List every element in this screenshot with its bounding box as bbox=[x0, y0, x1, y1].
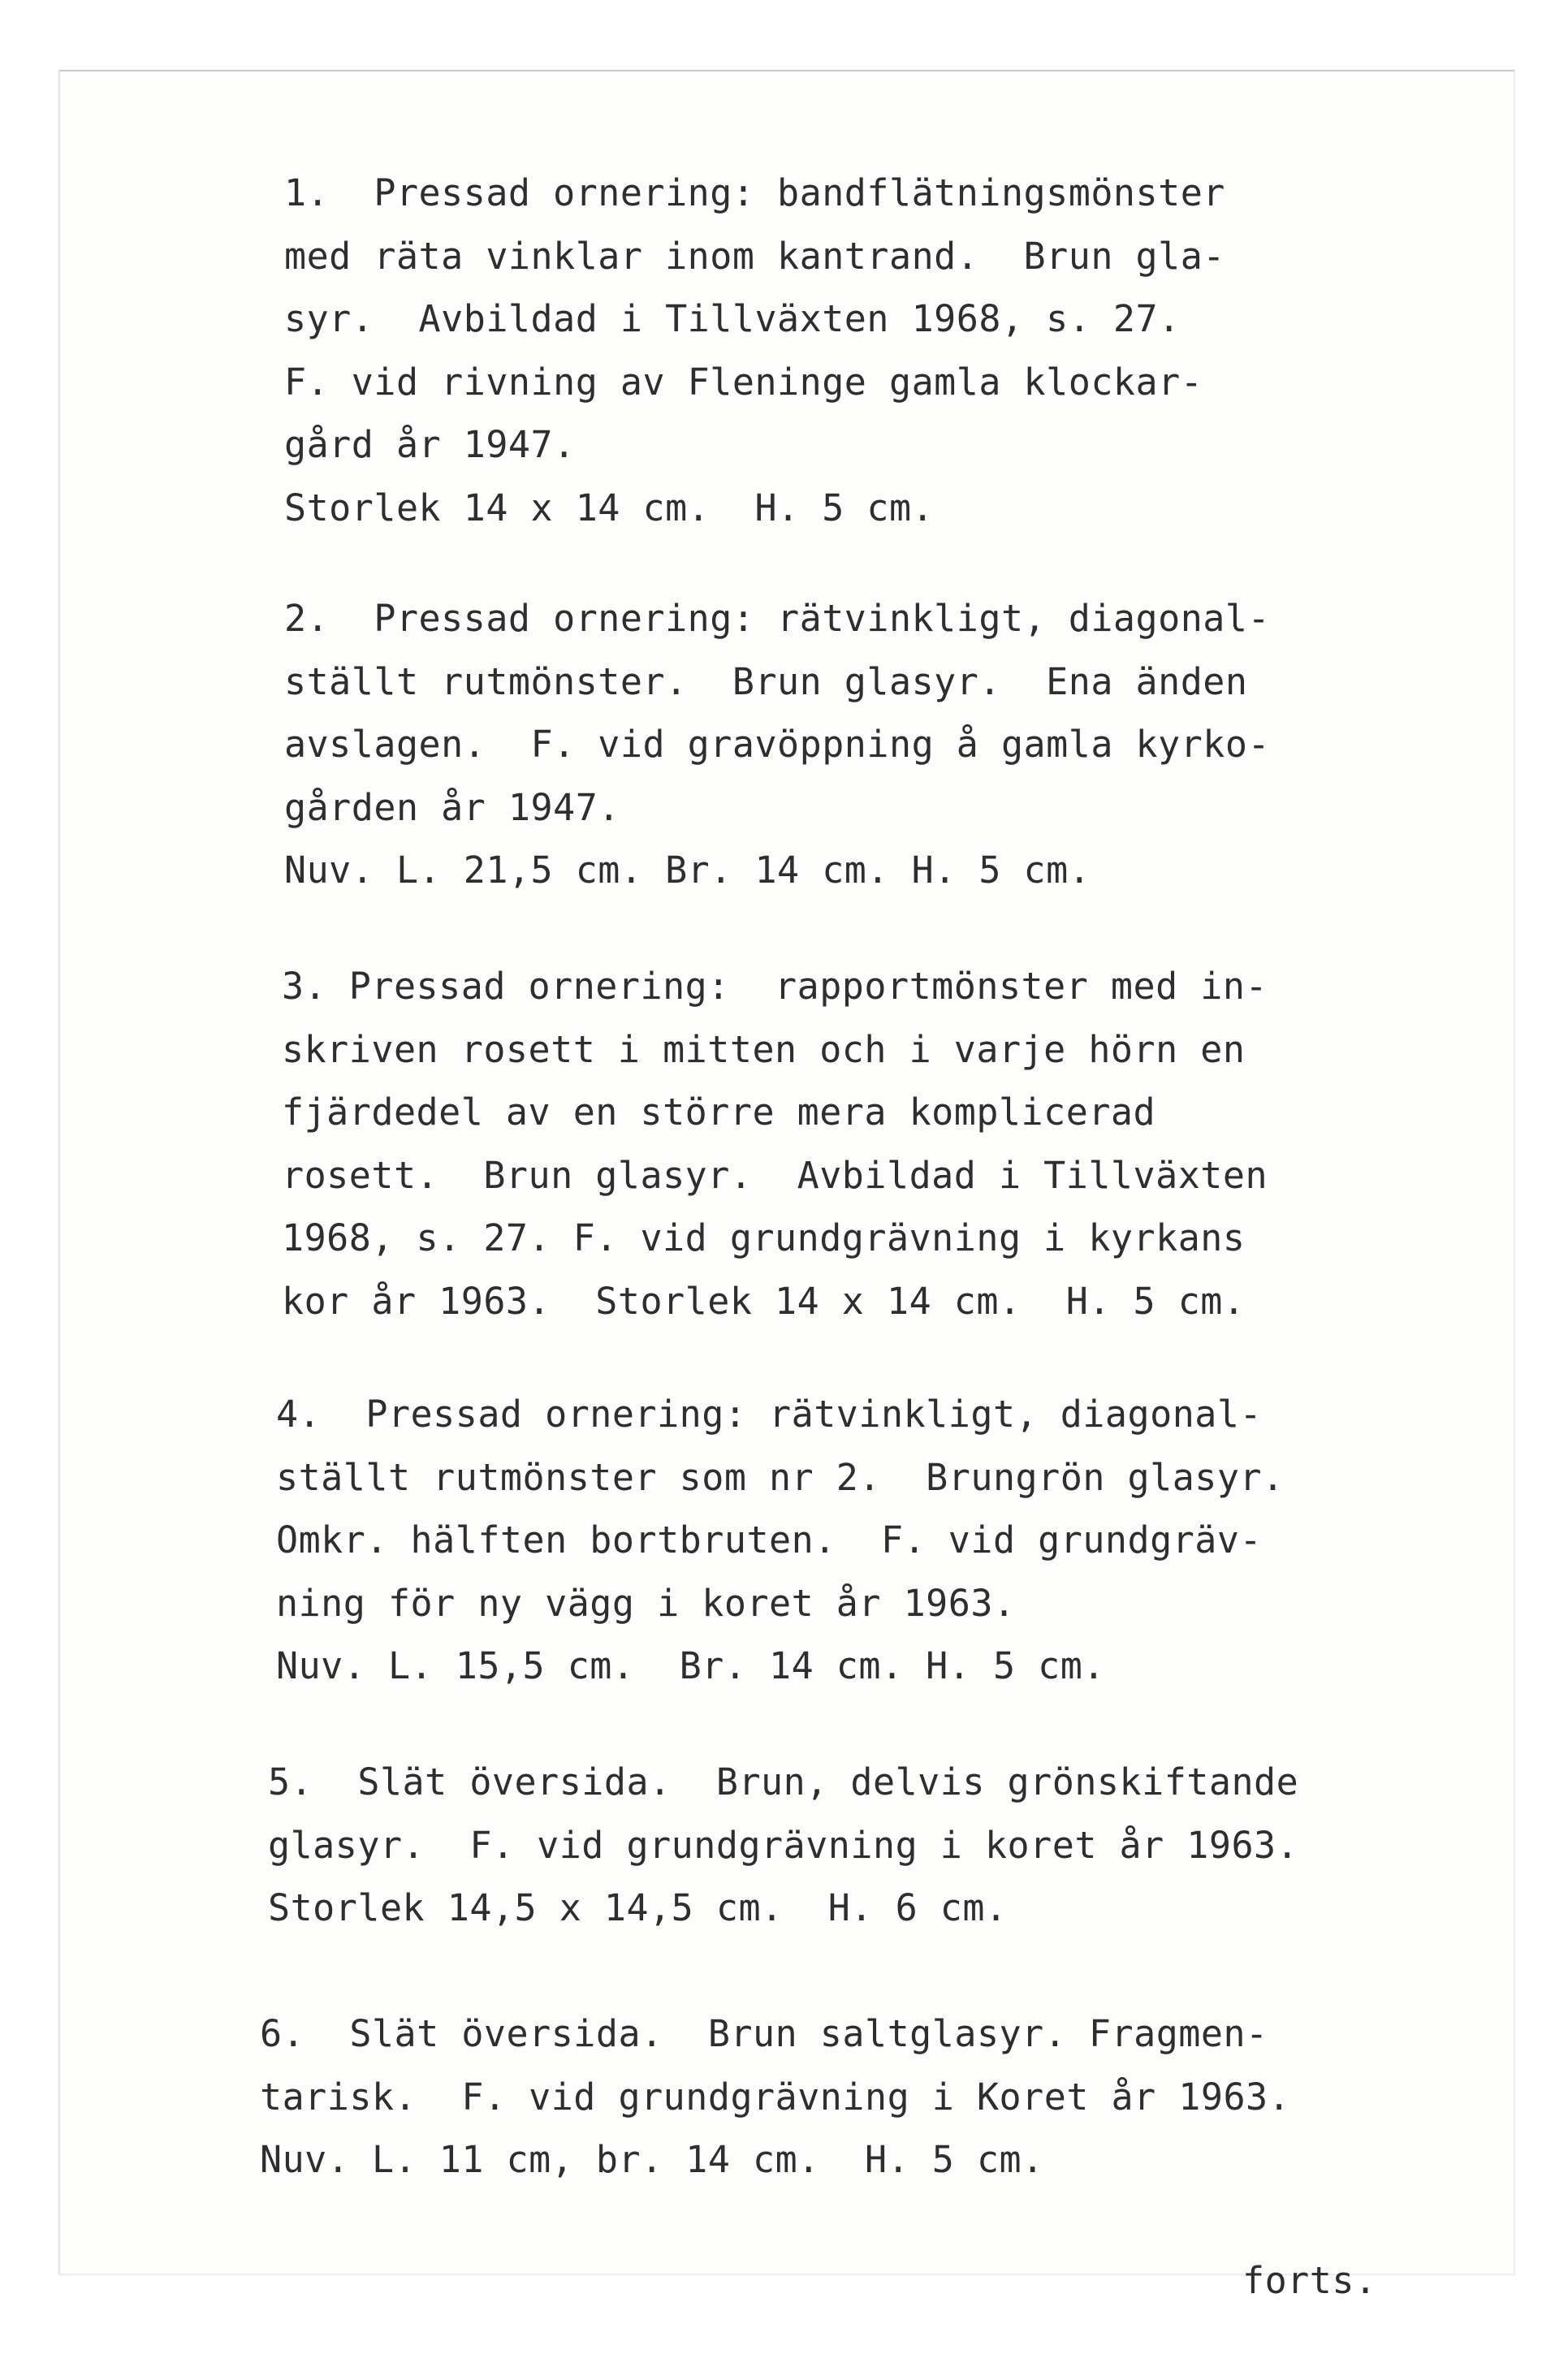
entry-line: Nuv. L. 11 cm, br. 14 cm. H. 5 cm. bbox=[260, 2138, 1044, 2181]
entry-line: Storlek 14,5 x 14,5 cm. H. 6 cm. bbox=[268, 1886, 1008, 1929]
entry-line: F. vid rivning av Fleninge gamla klockar- bbox=[284, 360, 1203, 404]
entry-line: Nuv. L. 21,5 cm. Br. 14 cm. H. 5 cm. bbox=[284, 849, 1091, 892]
entry-line: gården år 1947. bbox=[284, 785, 620, 829]
catalog-entry-1 bbox=[284, 162, 1225, 539]
entry-line: kor år 1963. Storlek 14 x 14 cm. H. 5 cm. bbox=[282, 1279, 1246, 1323]
entry-line: Omkr. hälften bortbruten. F. vid grundgräv- bbox=[276, 1518, 1263, 1561]
entry-line: Nuv. L. 15,5 cm. Br. 14 cm. H. 5 cm. bbox=[276, 1644, 1105, 1687]
entry-line: ställt rutmönster som nr 2. Brungrön glasyr. bbox=[276, 1455, 1285, 1499]
entry-line: gård år 1947. bbox=[284, 423, 576, 466]
entry-line: 6. Slät översida. Brun saltglasyr. Fragmen- bbox=[260, 2012, 1268, 2055]
catalog-entry-6 bbox=[260, 2002, 1290, 2192]
entry-line: avslagen. F. vid gravöppning å gamla kyrko- bbox=[284, 723, 1271, 766]
entry-line: ställt rutmönster. Brun glasyr. Ena änden bbox=[284, 659, 1248, 703]
catalog-entry-2 bbox=[284, 587, 1270, 902]
entry-line: glasyr. F. vid grundgrävning i koret år 1963. bbox=[268, 1823, 1299, 1867]
entry-line: rosett. Brun glasyr. Avbildad i Tillväxten bbox=[282, 1153, 1268, 1197]
catalog-entry-4 bbox=[276, 1383, 1285, 1698]
entry-line: 2. Pressad ornering: rätvinkligt, diagonal- bbox=[284, 597, 1271, 640]
entry-line: syr. Avbildad i Tillväxten 1968, s. 27. bbox=[284, 297, 1181, 340]
entry-line: med räta vinklar inom kantrand. Brun gla- bbox=[284, 234, 1225, 278]
entry-line: 4. Pressad ornering: rätvinkligt, diagonal- bbox=[276, 1393, 1263, 1436]
entry-line: fjärdedel av en större mera komplicerad bbox=[282, 1091, 1156, 1134]
continued-marker: forts. bbox=[1242, 2259, 1377, 2302]
entry-line: ning för ny vägg i koret år 1963. bbox=[276, 1581, 1016, 1625]
entry-line: skriven rosett i mitten och i varje hörn en bbox=[282, 1027, 1246, 1071]
entry-line: 5. Slät översida. Brun, delvis grönskiftande bbox=[268, 1760, 1299, 1803]
catalog-entry-3 bbox=[282, 955, 1268, 1333]
entry-line: Storlek 14 x 14 cm. H. 5 cm. bbox=[284, 486, 935, 529]
entry-line: 1968, s. 27. F. vid grundgrävning i kyrkans bbox=[282, 1216, 1246, 1259]
entry-line: 1. Pressad ornering: bandflätningsmönster bbox=[284, 171, 1225, 214]
entry-line: tarisk. F. vid grundgrävning i Koret år 1963. bbox=[260, 2075, 1291, 2119]
entry-line: 3. Pressad ornering: rapportmönster med in- bbox=[282, 965, 1268, 1008]
catalog-entry-5 bbox=[268, 1751, 1298, 1940]
